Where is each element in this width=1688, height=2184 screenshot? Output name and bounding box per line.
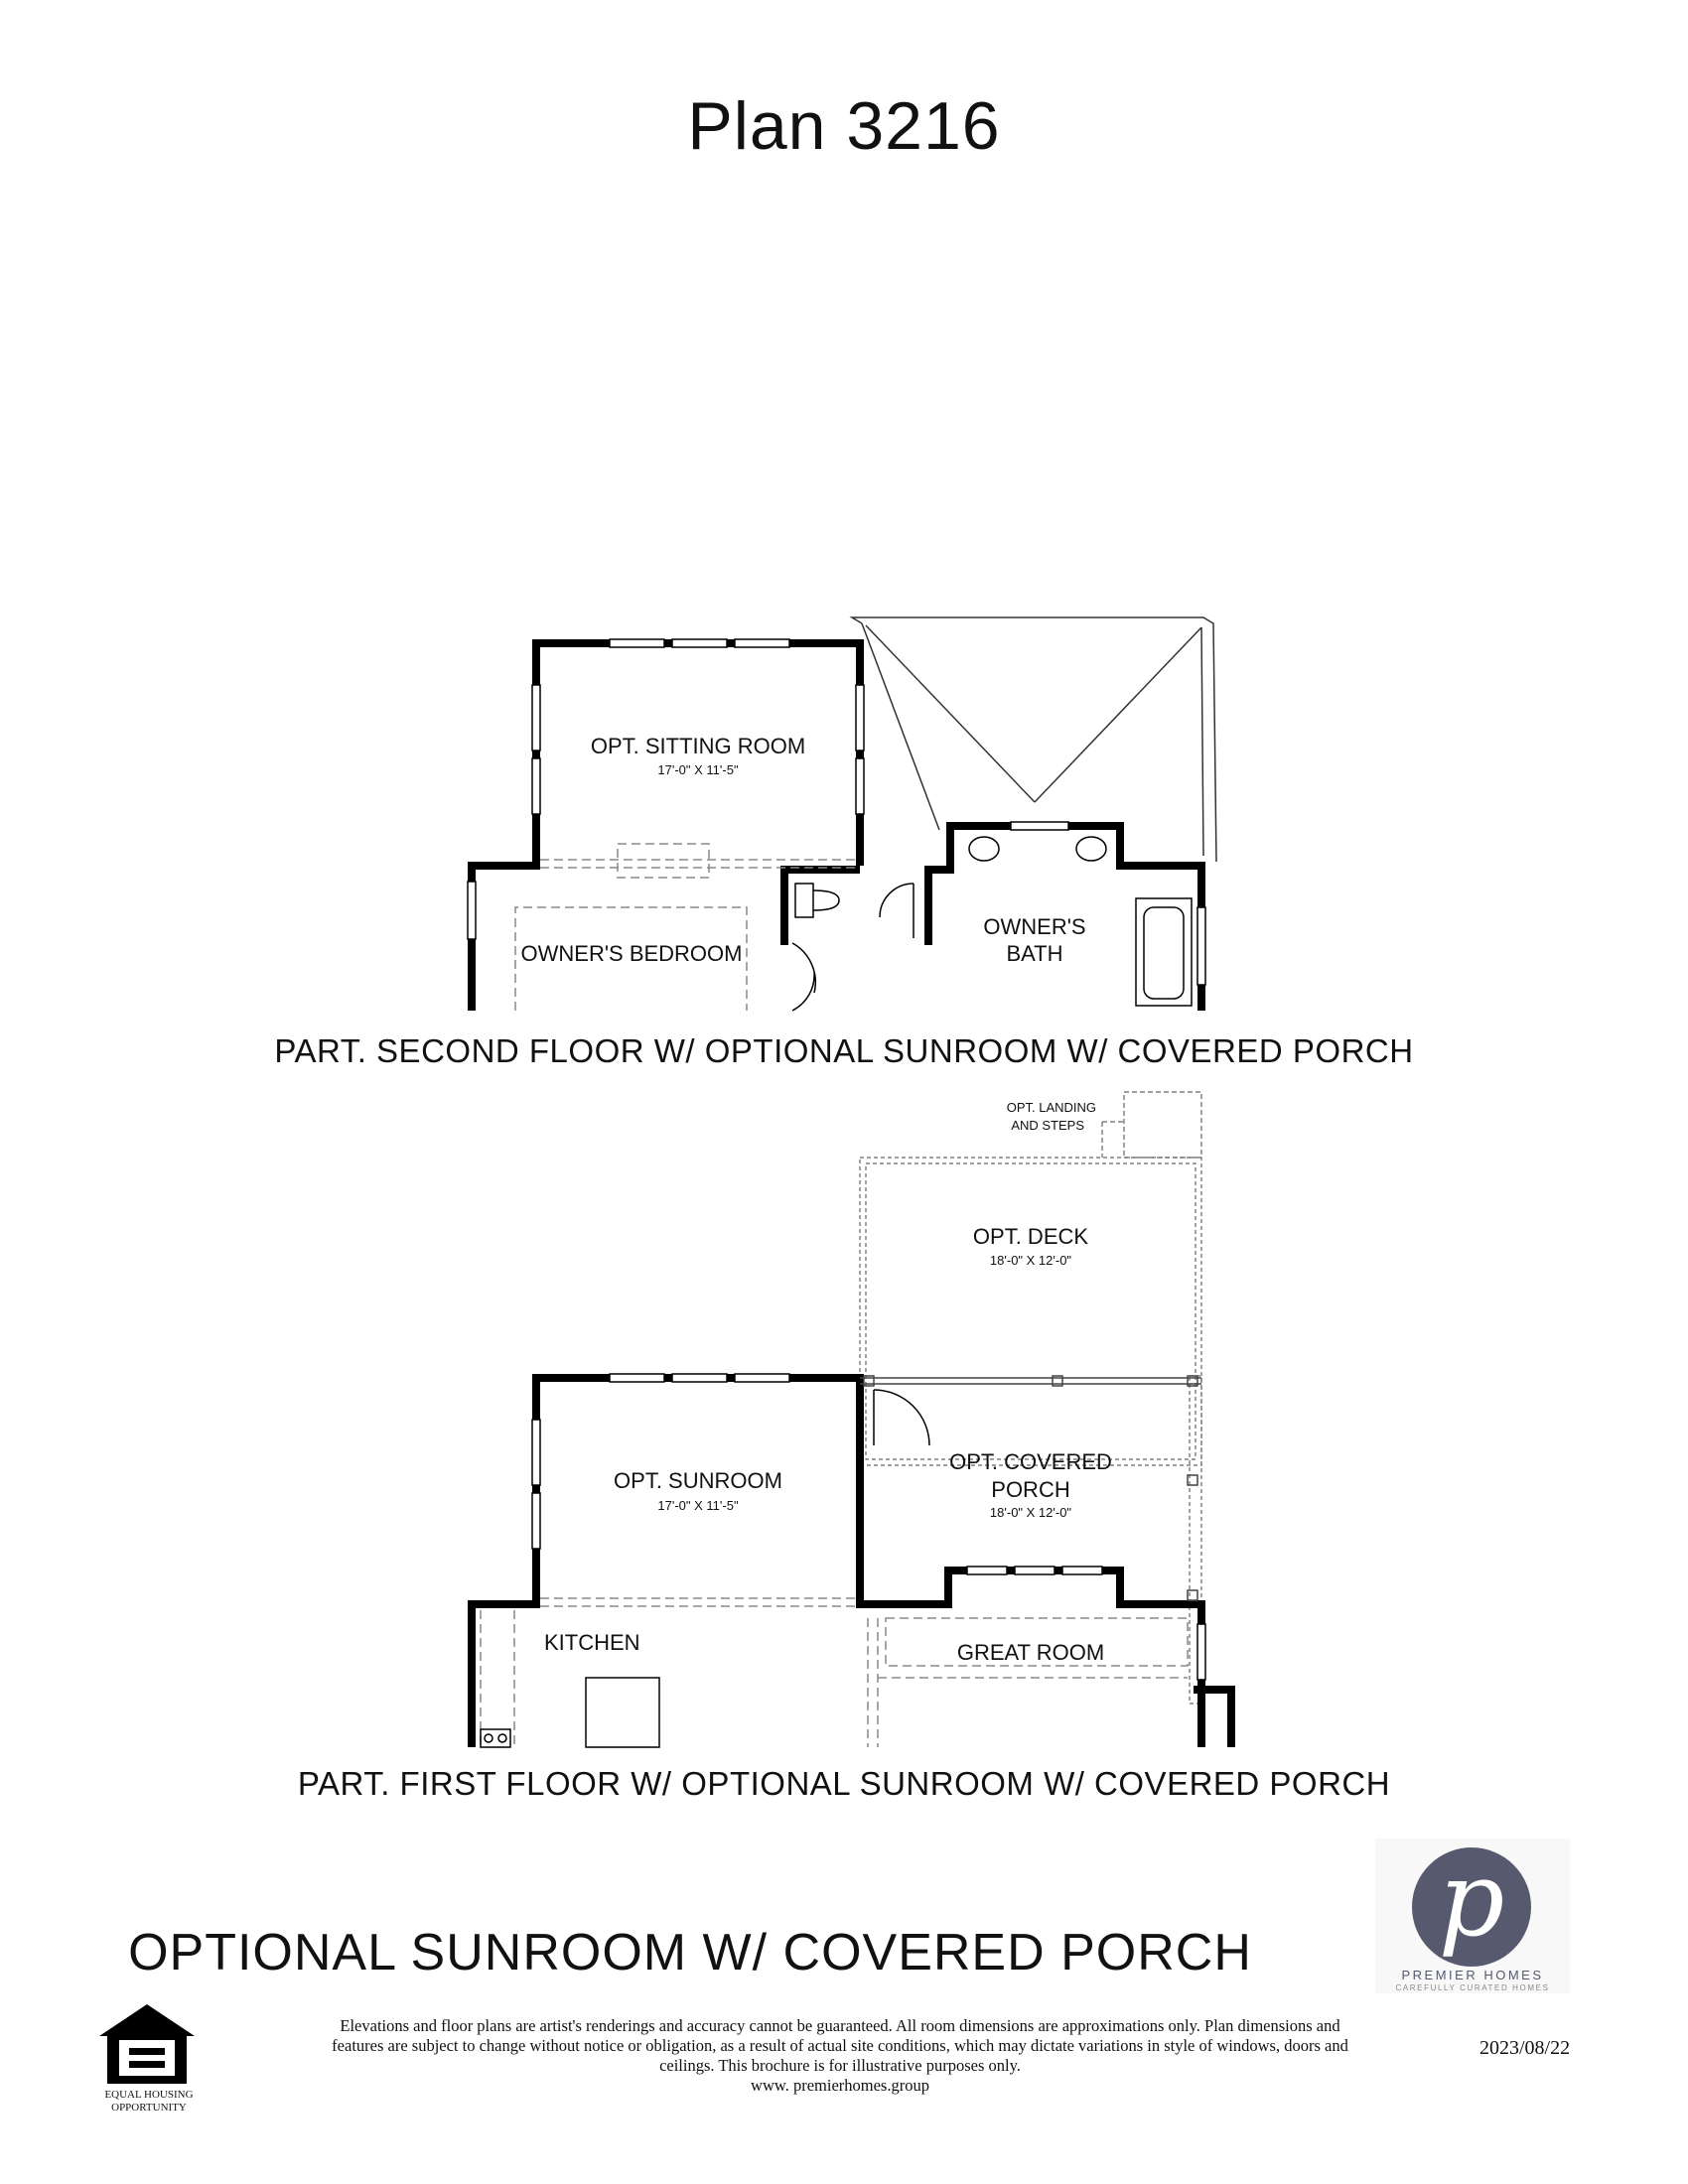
sitting-room-label: OPT. SITTING ROOM xyxy=(590,734,806,758)
second-floor-plan xyxy=(0,0,1688,1052)
sitting-room-dims: 17'-0" X 11'-5" xyxy=(657,762,739,777)
revision-date: 2023/08/22 xyxy=(1479,2037,1571,2059)
porch-dims: 18'-0" X 12'-0" xyxy=(989,1505,1072,1520)
porch-label-1: OPT. COVERED xyxy=(949,1449,1112,1474)
disclaimer-line-3: ceilings. This brochure is for illustrative purposes only. xyxy=(659,2056,1021,2075)
landing-steps xyxy=(1102,1092,1201,1158)
windows xyxy=(468,639,1205,985)
landing-label-1: OPT. LANDING xyxy=(1006,1100,1096,1115)
interior-dashes xyxy=(481,1598,1188,1747)
logo-letter: p xyxy=(1438,1839,1505,1960)
owners-bedroom-label: OWNER'S BEDROOM xyxy=(520,941,743,966)
owners-bath-label-1: OWNER'S xyxy=(983,914,1086,939)
option-title: OPTIONAL SUNROOM W/ COVERED PORCH xyxy=(128,1924,1252,1981)
sunroom-label: OPT. SUNROOM xyxy=(614,1468,782,1493)
equal-housing-line2: OPPORTUNITY xyxy=(111,2102,187,2114)
sunroom-dims: 17'-0" X 11'-5" xyxy=(657,1498,739,1513)
kitchen-label: KITCHEN xyxy=(544,1630,640,1655)
first-floor-plan xyxy=(0,1082,1688,1767)
disclaimer-line-2: features are subject to change without notice or obligation, as a result of actual site conditions, which may dictate variations in style of windows, doors and xyxy=(332,2036,1348,2055)
deck-label: OPT. DECK xyxy=(972,1224,1089,1249)
first-floor-caption: PART. FIRST FLOOR W/ OPTIONAL SUNROOM W/ COVERED PORCH xyxy=(297,1765,1391,1802)
page-title: Plan 3216 xyxy=(687,88,1001,164)
great-room-label: GREAT ROOM xyxy=(956,1640,1105,1665)
porch-door xyxy=(858,1390,929,1509)
logo-name: PREMIER HOMES xyxy=(1401,1968,1544,1982)
logo-tagline: CAREFULLY CURATED HOMES xyxy=(1395,1983,1550,1992)
deck-dims: 18'-0" X 12'-0" xyxy=(989,1253,1072,1268)
porch-label-2: PORCH xyxy=(991,1477,1070,1502)
equal-housing-icon xyxy=(95,2000,199,2086)
website-link[interactable]: www. premierhomes.group xyxy=(751,2076,929,2095)
room-labels xyxy=(521,734,1086,966)
owners-bath-label-2: BATH xyxy=(1006,941,1063,966)
second-floor-caption: PART. SECOND FLOOR W/ OPTIONAL SUNROOM W/ COVERED PORCH xyxy=(274,1032,1414,1069)
disclaimer-line-1: Elevations and floor plans are artist's renderings and accuracy cannot be guaranteed. All room dimensions are approximations only. Plan dimensions and xyxy=(340,2016,1340,2035)
landing-label-2: AND STEPS xyxy=(1011,1118,1084,1133)
equal-housing-line1: EQUAL HOUSING xyxy=(104,2089,194,2101)
kitchen-fixtures xyxy=(481,1678,659,1747)
wc-fixtures xyxy=(792,884,914,1011)
disclaimer xyxy=(226,2016,1454,2096)
